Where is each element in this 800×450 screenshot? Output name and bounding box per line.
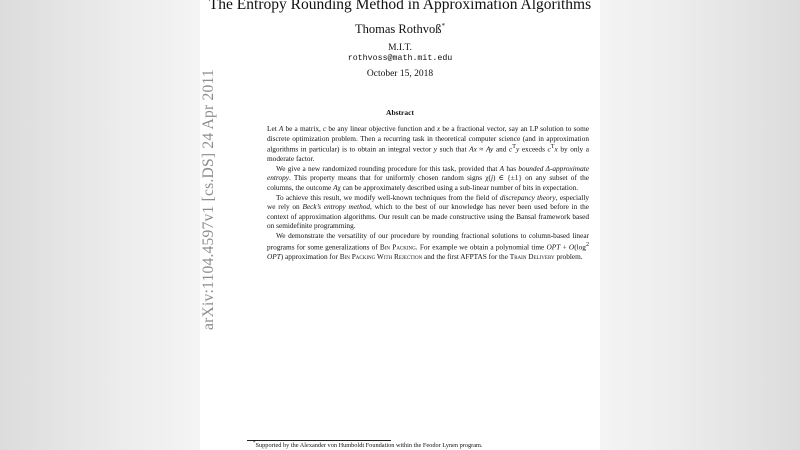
abstract-paragraph-4: We demonstrate the versatility of our procedure by rounding fractional solutions to column-based linear programs for some generalizations of Bin Packing. For example we obtain a polynomial time OPT + $O(\log^2$ OPT) approximation for Bin Packing With Rejection and the first AFPTAS for the Train Delivery problem. [267, 230, 590, 261]
author-email: rothvoss@math.mit.edu [347, 54, 453, 63]
paper-page [200, 0, 600, 450]
viewer-backdrop-right [600, 0, 800, 450]
viewer-backdrop-left [0, 0, 200, 450]
abstract-paragraph-1: Let A be a matrix, c be any linear objective function and x be a fractional vector, say an LP solution to some discrete optimization problem. Then a recurring task in theoretical computer science (and in approximation algorithms in particular) is to obtain an integral vector y such that Ax ≈ Ay and $c^Ty$ exceeds $c^Tx$ by only a moderate factor. [267, 124, 590, 164]
abstract-heading: Abstract [386, 108, 414, 117]
footnote [253, 441, 483, 449]
abstract-paragraph-3: To achieve this result, we modify well-known techniques from the field of discrepancy theory, especially we rely on Beck’s entropy method, which to the best of our knowledge has never been used before in the context of approximation algorithms. Our result can be made constructive using the Bansal framework based on semidefinite programming. [267, 192, 590, 231]
paper-date: October 15, 2018 [366, 69, 434, 79]
footnote-text: Supported by the Alexander von Humboldt Foundation within the Feodor Lynen program. [255, 442, 483, 450]
author-name-text: Thomas Rothvoß [355, 22, 442, 37]
arxiv-identifier-stamp: arXiv:1104.4597v1 [cs.DS] 24 Apr 2011 [200, 69, 217, 330]
affiliation: M.I.T. [388, 43, 412, 53]
paper-title: The Entropy Rounding Method in Approximation Algorithms [208, 0, 592, 13]
abstract-paragraph-2: We give a new randomized rounding procedure for this task, provided that A has bounded Δ-approximate entropy. This property means that for uniformly chosen random signs χ(j) ∈ {±1} on any subset of the columns, the outcome Aχ can be approximately described using a sub-linear number of bits in expectation. [267, 163, 589, 192]
abstract-body [267, 124, 589, 261]
footnote-mark: * [253, 441, 256, 446]
author-footnote-mark: * [441, 22, 445, 30]
author-name [200, 22, 600, 37]
